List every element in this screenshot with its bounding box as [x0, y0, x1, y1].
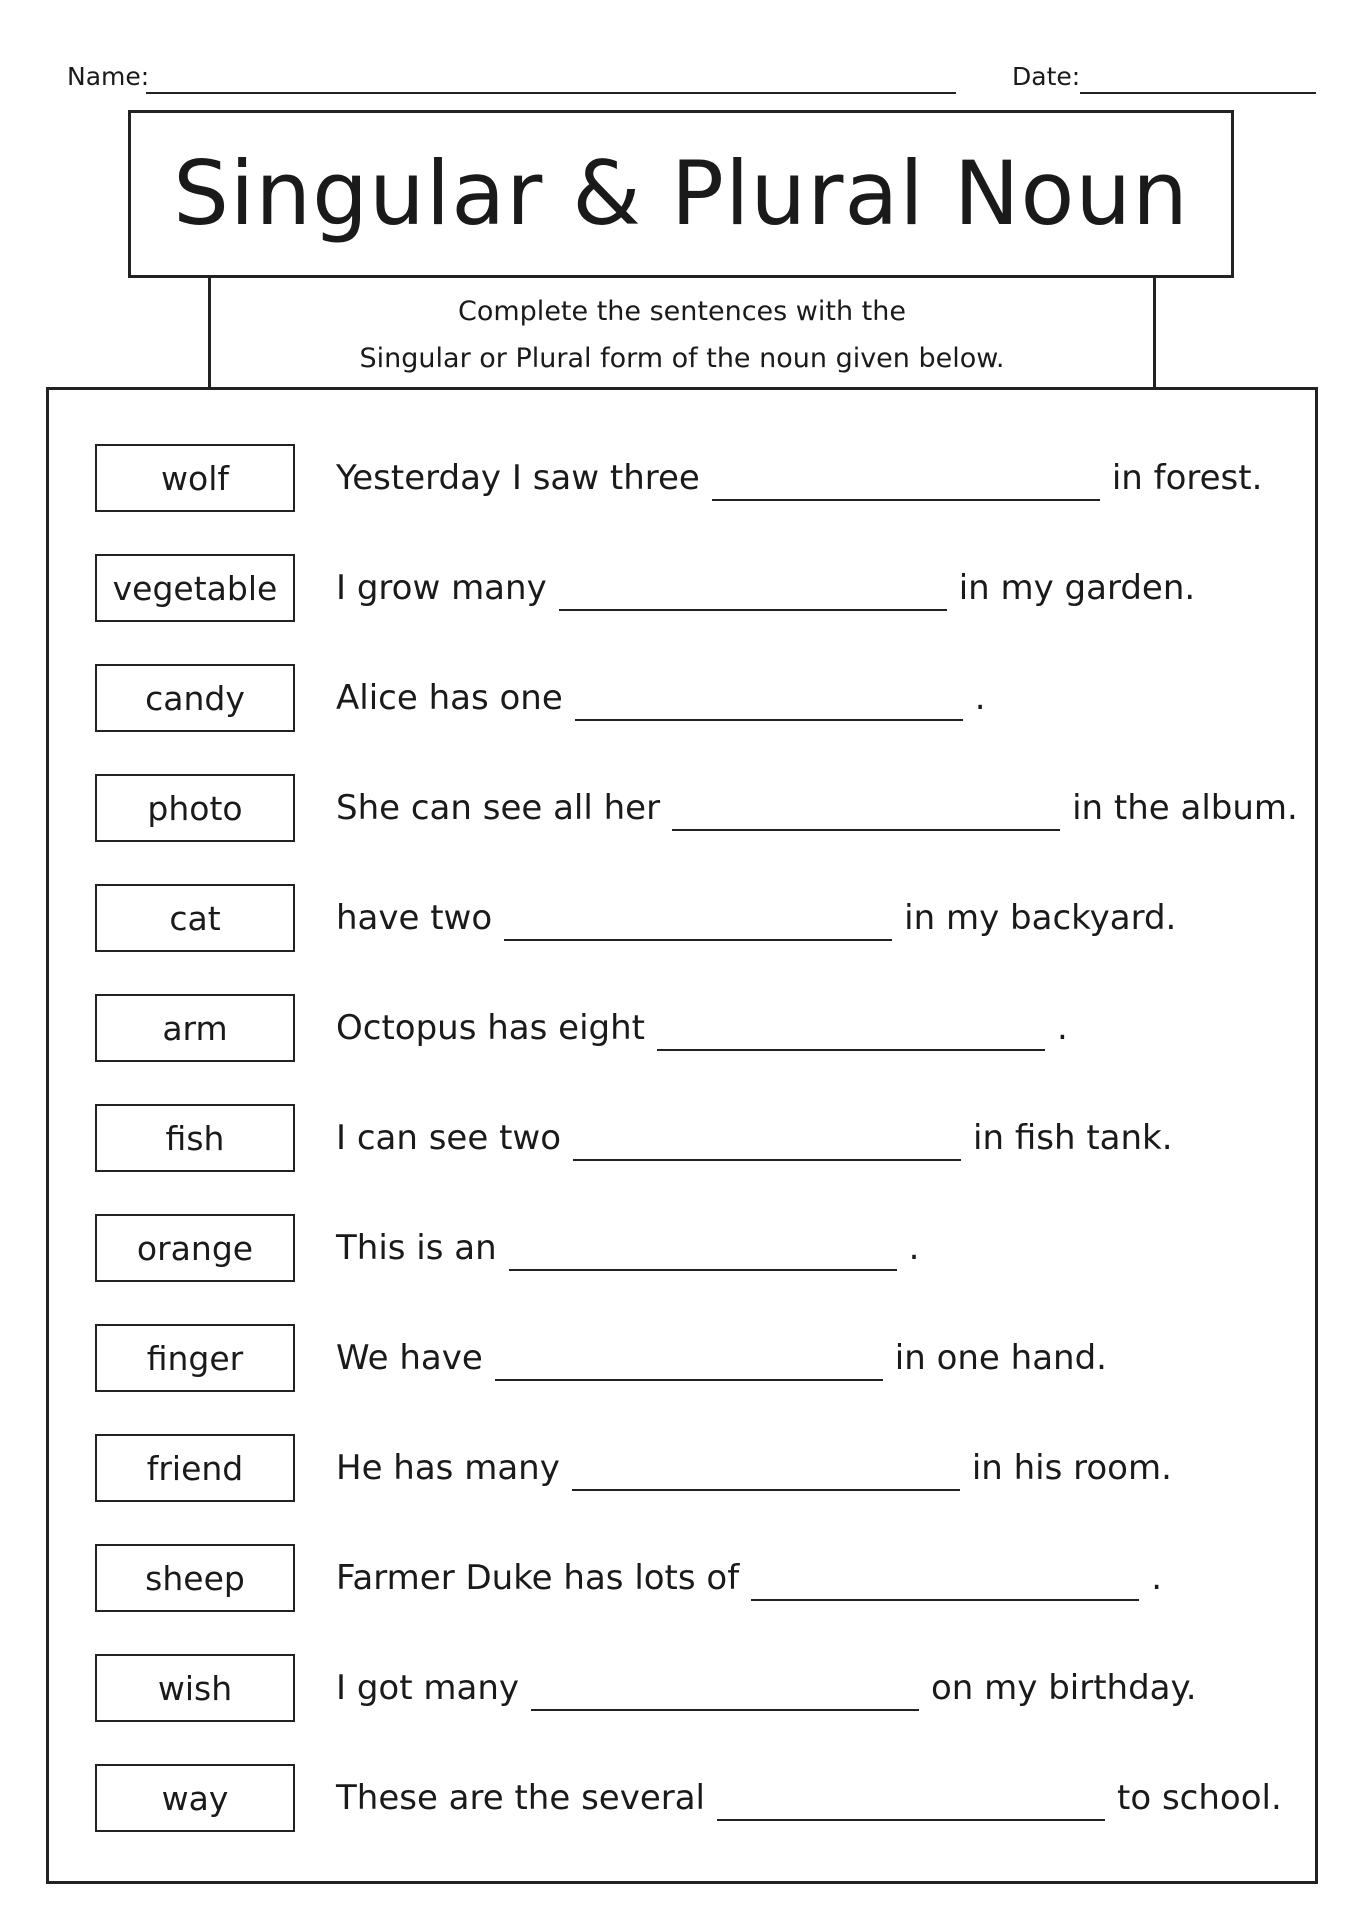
sentence-end: . [974, 678, 986, 718]
exercise-row [49, 884, 1315, 952]
sentence-start: have two [336, 898, 493, 938]
exercise-row [49, 1764, 1315, 1832]
instructions-panel [208, 278, 1156, 389]
date-label: Date: [1012, 62, 1081, 91]
answer-blank[interactable] [751, 1563, 1139, 1601]
sentence [336, 1214, 1305, 1282]
sentence-start: I got many [336, 1668, 519, 1708]
sentence [336, 554, 1305, 622]
sentence-start: I can see two [336, 1118, 562, 1158]
answer-blank[interactable] [717, 1783, 1105, 1821]
sentence-end: on my birthday. [930, 1668, 1197, 1708]
sentence [336, 1434, 1305, 1502]
sentence [336, 1544, 1305, 1612]
sentence-end: . [1151, 1558, 1162, 1598]
exercise-box [46, 387, 1318, 1884]
exercise-row [49, 1654, 1315, 1722]
sentence-start: Yesterday I saw three [336, 458, 700, 498]
noun-box: candy [95, 664, 295, 732]
noun-box: fish [95, 1104, 295, 1172]
noun-box: cat [95, 884, 295, 952]
noun-box: sheep [95, 1544, 295, 1612]
noun-box: vegetable [95, 554, 295, 622]
exercise-row [49, 1434, 1315, 1502]
noun-box: friend [95, 1434, 295, 1502]
name-field[interactable] [146, 92, 956, 94]
answer-blank[interactable] [509, 1233, 897, 1271]
answer-blank[interactable] [573, 1123, 961, 1161]
answer-blank[interactable] [672, 793, 1060, 831]
sentence-end: in one hand. [894, 1338, 1107, 1378]
sentence-end: . [1056, 1008, 1068, 1048]
sentence-end: in his room. [971, 1448, 1172, 1488]
answer-blank[interactable] [495, 1343, 883, 1381]
noun-box: finger [95, 1324, 295, 1392]
exercise-row [49, 1214, 1315, 1282]
sentence-start: He has many [336, 1448, 560, 1488]
name-label: Name: [67, 62, 150, 91]
sentence-end: in forest. [1111, 458, 1263, 498]
sentence-start: This is an [336, 1228, 497, 1268]
answer-blank[interactable] [572, 1453, 960, 1491]
sentence [336, 774, 1305, 842]
exercise-row [49, 444, 1315, 512]
answer-blank[interactable] [531, 1673, 919, 1711]
exercise-row [49, 664, 1315, 732]
noun-box: way [95, 1764, 295, 1832]
noun-box: orange [95, 1214, 295, 1282]
sentence [336, 1654, 1305, 1722]
noun-box: photo [95, 774, 295, 842]
sentence [336, 1324, 1305, 1392]
sentence-end: in my backyard. [904, 898, 1177, 938]
worksheet-title: Singular & Plural Noun [173, 142, 1189, 245]
sentence-start: I grow many [336, 568, 547, 608]
exercise-row [49, 1544, 1315, 1612]
sentence-start: Alice has one [336, 678, 563, 718]
sentence [336, 884, 1305, 952]
answer-blank[interactable] [504, 903, 892, 941]
sentence-end: in the album. [1072, 788, 1298, 828]
noun-box: arm [95, 994, 295, 1062]
sentence-start: Octopus has eight [336, 1008, 645, 1048]
sentence-start: We have [336, 1338, 483, 1378]
exercise-row [49, 1104, 1315, 1172]
sentence-start: These are the several [336, 1778, 706, 1818]
answer-blank[interactable] [712, 463, 1100, 501]
answer-blank[interactable] [657, 1013, 1045, 1051]
exercise-row [49, 554, 1315, 622]
sentence-end: in my garden. [958, 568, 1196, 608]
sentence [336, 1764, 1305, 1832]
sentence [336, 994, 1305, 1062]
sentence-start: Farmer Duke has lots of [336, 1558, 740, 1598]
sentence-end: in fish tank. [973, 1118, 1173, 1158]
answer-blank[interactable] [559, 573, 947, 611]
answer-blank[interactable] [575, 683, 963, 721]
sentence [336, 664, 1305, 732]
sentence-end: to school. [1117, 1778, 1282, 1818]
instructions-line-2: Singular or Plural form of the noun given below. [359, 343, 1005, 374]
date-field[interactable] [1080, 92, 1316, 94]
sentence-start: She can see all her [336, 788, 661, 828]
exercise-row [49, 994, 1315, 1062]
noun-box: wolf [95, 444, 295, 512]
noun-box: wish [95, 1654, 295, 1722]
sentence [336, 444, 1305, 512]
instructions-line-1: Complete the sentences with the [458, 296, 906, 327]
title-box [128, 110, 1234, 278]
exercise-row [49, 1324, 1315, 1392]
sentence [336, 1104, 1305, 1172]
sentence-end: . [908, 1228, 920, 1268]
exercise-row [49, 774, 1315, 842]
